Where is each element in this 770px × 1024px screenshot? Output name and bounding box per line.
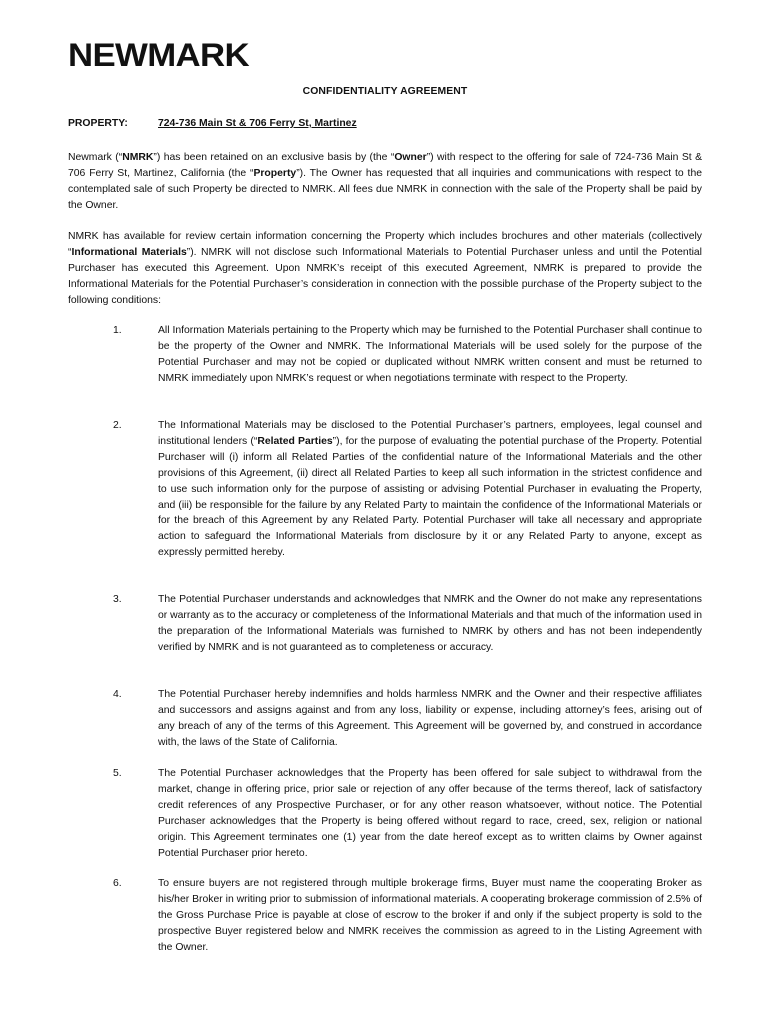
item-number: 3. — [113, 594, 122, 605]
item-text: To ensure buyers are not registered through multiple brokerage firms, Buyer must name the cooperating Broker as his/her Broker in writing prior to submission of informational materials. A cooperating brokerage commission of 2.5% of the Gross Purchase Price is payable at close of escrow to the broker if and only if the subject property is sold to the prospective Buyer registered below and NMRK receives the commission as agreed to in the Listing Agreement with the Owner. — [158, 878, 702, 953]
item-number: 2. — [113, 420, 122, 431]
item-text: All Information Materials pertaining to the Property which may be furnished to the Potential Purchaser shall continue to be the property of the Owner and NMRK. The Informational Materials will be used solely for the purpose of the Potential Purchaser and may not be copied or duplicated without NMRK written consent and must be returned to NMRK immediately upon NMRK’s request or when negotiations terminate with respect to the Property. — [158, 325, 702, 384]
item-text: The Potential Purchaser understands and acknowledges that NMRK and the Owner do not make any representations or warranty as to the accuracy or completeness of the Informational Materials and that much of the information used in the preparation of the Informational Materials was furnished to NMRK by others and has not been independently verified by NMRK and is not guaranteed as to completeness or accuracy. — [158, 594, 702, 653]
newmark-logo — [68, 38, 250, 70]
intro-text: ”). The Owner has requested that all inquiries and communications with respect to the contemplated sale of such Property be directed to NMRK. All fees due NMRK in connection with the sale of the Property shall be paid by the Owner. — [68, 167, 702, 211]
item-text-part: The Informational Materials may be disclosed to the Potential Purchaser’s partners, employees, legal counsel and institutional lenders (“ — [158, 420, 702, 447]
property-value: 724-736 Main St & 706 Ferry St, Martinez — [158, 118, 357, 129]
defined-term-informational-materials: Informational Materials — [71, 246, 187, 258]
item-number: 6. — [113, 878, 122, 889]
item-text: The Potential Purchaser acknowledges that the Property has been offered for sale subject to withdrawal from the market, change in offering price, prior sale or rejection of any offer because of the terms thereof, lack of satisfactory credit references of any Prospective Purchaser, or for any other reason whatsoever, without notice. The Potential Purchaser acknowledges that the Property is being offered without regard to race, creed, sex, religion or national origin. This Agreement terminates one (1) year from the date hereof except as to written claims by Owner against Potential Purchaser prior hereto. — [158, 768, 702, 859]
item-text: The Potential Purchaser hereby indemnifies and holds harmless NMRK and the Owner and their respective affiliates and successors and assigns against and from any loss, liability or expense, including attorney’s fees, arising out of any breach of any of the terms of this Agreement. This Agreement will be governed by, and construed in accordance with, the laws of the State of California. — [158, 689, 702, 748]
item-text-part: ”), for the purpose of evaluating the potential purchase of the Property. Potential Purchaser will (i) inform all Related Parties of the confidential nature of the Informational Materials and the other provisions of this Agreement, (ii) direct all Related Parties to keep all such information in the strictest confidence and to use such information only for the purpose of assisting or advising Potential Purchaser in evaluating the Property, and (iii) be responsible for the failure by any Related Party to maintain the confidence of the Informational Materials or for the breach of this Agreement by any Related Party. Potential Purchaser will take all necessary and appropriate action to safeguard the Informational Materials from disclosure by it or any Related Party to anyone, except as expressly permitted hereby. — [158, 435, 702, 559]
intro-text: ”). NMRK will not disclose such Informational Materials to Potential Purchaser unless and until the Potential Purchaser has executed this Agreement. Upon NMRK’s receipt of this executed Agreement, NMRK is prepared to provide the Informational Materials for the Potential Purchaser’s consideration in connection with the possible purchase of the Property subject to the following conditions: — [68, 246, 702, 306]
item-number: 4. — [113, 689, 122, 700]
intro-paragraph-2 — [68, 229, 702, 309]
property-label: PROPERTY: — [68, 118, 128, 129]
logo-text: NEWMARK — [68, 38, 250, 70]
item-number: 1. — [113, 325, 122, 336]
defined-term-property: Property — [253, 167, 297, 179]
defined-term-related-parties: Related Parties — [257, 435, 333, 447]
intro-text: ”) with respect to the offering for sale of 724-736 Main St & 706 Ferry St, Martinez, California (the “ — [68, 152, 702, 179]
item-number: 5. — [113, 768, 122, 779]
intro-paragraph-1 — [68, 150, 702, 214]
defined-term-nmrk: NMRK — [122, 152, 154, 163]
intro-text: NMRK has available for review certain information concerning the Property which includes brochures and other materials (collectively “ — [68, 231, 702, 258]
newmark-logo-graphic — [68, 38, 250, 70]
item-text — [158, 418, 702, 561]
defined-term-owner: Owner — [394, 152, 427, 163]
intro-text: ”) has been retained on an exclusive basis by (the “ — [153, 152, 395, 163]
intro-text: Newmark (“ — [68, 152, 123, 163]
page-title: CONFIDENTIALITY AGREEMENT — [302, 86, 468, 97]
